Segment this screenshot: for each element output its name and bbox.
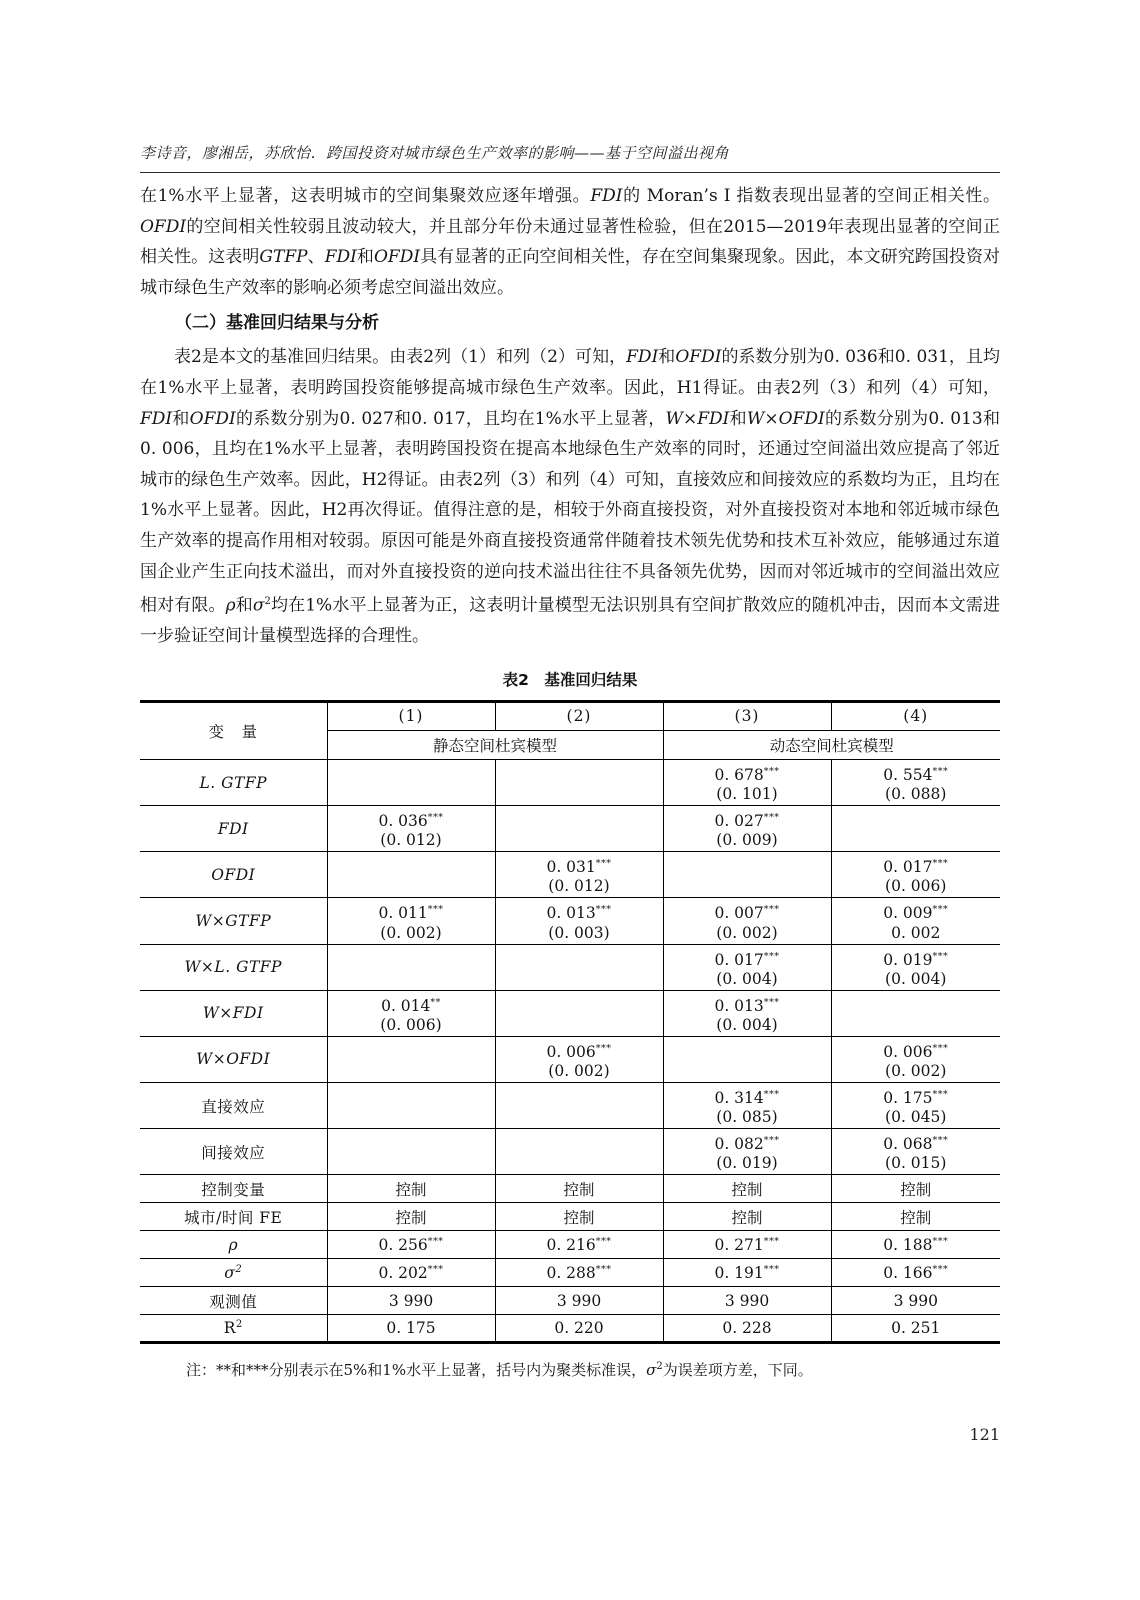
text-run: 的系数分别为0. 036和0. 031，且均在1%水平上显著，表明跨国投资能够提高城市绿色生产效率。因此，H1得证。由表2列（3）和列（4）可知， <box>140 347 1000 398</box>
coefficient-value: 0. 007*** <box>714 904 780 923</box>
table-cell <box>663 806 831 852</box>
page-number <box>140 1425 1000 1444</box>
table-note <box>140 1355 1000 1382</box>
table-cell <box>831 1287 1000 1315</box>
significance-stars: *** <box>595 858 612 870</box>
coefficient-value: 控制 <box>900 1208 932 1227</box>
significance-stars: *** <box>763 1135 780 1147</box>
significance-stars: *** <box>595 1263 612 1275</box>
row-label-superscript: 2 <box>235 1319 243 1331</box>
text-run: 的系数分别为0. 013和0. 006，且均在1%水平上显著，表明跨国投资在提高本地绿色生产效率的同时，还通过空间溢出效应提高了邻近城市的绿色生产效率。因此，H2得证。由表2列（3）和列（4）可知，直接效应和间接效应的系数均为正，且均在1%水平上显著。因此，H2再次得证。值得注意的是，相较于外商直接投资，对外直接投资对本地和邻近城市绿色生产效率的提高作用相对较弱。原因可能是外商直接投资通常伴随着技术领先优势和技术互补效应，能够通过东道国企业产生正向技术溢出，而对外直接投资的逆向技术溢出往往不具备领先优势，因而对邻近城市的空间溢出效应相对有限。 <box>140 408 1000 616</box>
row-label-superscript: 2 <box>235 1263 243 1275</box>
table-cell <box>495 1083 663 1129</box>
text-run: FDI <box>140 408 173 429</box>
standard-error: (0. 004) <box>716 969 778 988</box>
text-run: 具有显著的正向空间相关性，存在空间集聚现象。因此，本文研究跨国投资对城市绿色生产效率的影响必须考虑空间溢出效应。 <box>140 247 1001 298</box>
table-cell <box>327 944 495 990</box>
table-row <box>140 806 1000 852</box>
significance-stars: *** <box>427 812 444 824</box>
standard-error: (0. 002) <box>548 1062 610 1081</box>
text-run: 和 <box>235 595 253 616</box>
row-label: W×L. GTFP <box>140 944 327 990</box>
significance-stars: *** <box>763 1263 780 1275</box>
table-cell <box>495 1259 663 1287</box>
table-cell <box>327 1315 495 1343</box>
coefficient-value: 0. 014** <box>381 996 441 1015</box>
coefficient-value: 0. 068*** <box>883 1135 949 1154</box>
standard-error: (0. 006) <box>885 877 947 896</box>
table-cell <box>831 1083 1000 1129</box>
coefficient-value: 0. 013*** <box>714 996 780 1015</box>
table-cell <box>663 1203 831 1231</box>
significance-stars: *** <box>427 904 444 916</box>
standard-error: (0. 004) <box>885 969 947 988</box>
table-cell <box>831 898 1000 944</box>
significance-stars: *** <box>932 1235 949 1247</box>
text-run: OFDI <box>189 408 236 429</box>
text-run: FDI <box>626 347 659 368</box>
table-cell <box>495 806 663 852</box>
table-row <box>140 1203 1000 1231</box>
table-cell <box>663 1231 831 1259</box>
coefficient-value: 0. 216*** <box>546 1235 612 1254</box>
standard-error: (0. 012) <box>548 877 610 896</box>
coefficient-value: 控制 <box>731 1208 763 1227</box>
standard-error: (0. 101) <box>716 785 778 804</box>
significance-stars: *** <box>763 812 780 824</box>
significance-stars: *** <box>763 950 780 962</box>
column-header-2: (2) <box>495 701 663 730</box>
table-cell <box>831 759 1000 805</box>
page-number-text: 121 <box>969 1425 1000 1444</box>
table-cell <box>327 852 495 898</box>
standard-error: (0. 006) <box>380 1015 442 1034</box>
text-run: 和 <box>729 408 747 429</box>
coefficient-value: 0. 251 <box>891 1319 941 1338</box>
table-cell <box>663 759 831 805</box>
row-label: 观测值 <box>140 1287 327 1315</box>
row-label: FDI <box>140 806 327 852</box>
text-run: OFDI <box>140 216 187 237</box>
row-label: 控制变量 <box>140 1175 327 1203</box>
row-label: $\sigma^2$ <box>140 1259 327 1287</box>
table-cell <box>663 944 831 990</box>
variable-header-cell: 变 量 <box>140 701 327 759</box>
page-content <box>140 181 1000 1382</box>
table-row <box>140 1287 1000 1315</box>
table-row <box>140 852 1000 898</box>
table-cell <box>495 1036 663 1082</box>
row-label: W×FDI <box>140 990 327 1036</box>
table-cell <box>831 944 1000 990</box>
table-cell <box>495 1287 663 1315</box>
running-header <box>140 142 1000 173</box>
text-run: 均在1%水平上显著为正，这表明计量模型无法识别具有空间扩散效应的随机冲击，因而本文需进一步验证空间计量模型选择的合理性。 <box>140 595 1001 647</box>
significance-stars: *** <box>427 1235 444 1247</box>
coefficient-value: 0. 678*** <box>714 765 780 785</box>
table-row <box>140 1175 1000 1203</box>
text-run: σ <box>646 1361 657 1380</box>
coefficient-value: 0. 191*** <box>714 1263 780 1282</box>
table-cell <box>831 1175 1000 1203</box>
coefficient-value: 0. 256*** <box>378 1235 444 1254</box>
table-cell <box>327 1129 495 1175</box>
table-cell <box>663 898 831 944</box>
running-header-text: 李诗音，廖湘岳，苏欣怡．跨国投资对城市绿色生产效率的影响——基于空间溢出视角 <box>140 144 730 162</box>
column-header-3: (3) <box>663 701 831 730</box>
table-cell <box>327 806 495 852</box>
significance-stars: *** <box>763 1089 780 1101</box>
text-run: 2 <box>264 596 271 608</box>
coefficient-value: 0. 175 <box>386 1319 436 1338</box>
table-cell <box>663 1129 831 1175</box>
coefficient-value: 控制 <box>731 1180 763 1199</box>
significance-stars: ** <box>430 996 441 1008</box>
table-cell <box>327 1083 495 1129</box>
coefficient-value: 0. 288*** <box>546 1263 612 1282</box>
text-run: 为误差项方差，下同。 <box>662 1361 813 1380</box>
standard-error: (0. 015) <box>885 1154 947 1173</box>
table-cell <box>831 1203 1000 1231</box>
standard-error: (0. 003) <box>548 923 610 942</box>
table-cell <box>831 990 1000 1036</box>
text-run: 注：**和***分别表示在5%和1%水平上显著，括号内为聚类标准误， <box>186 1361 647 1380</box>
significance-stars: *** <box>932 1135 949 1147</box>
significance-stars: *** <box>932 1042 949 1054</box>
text-run: OFDI <box>778 408 825 429</box>
coefficient-value: 0. 082*** <box>714 1135 780 1154</box>
significance-stars: *** <box>932 950 949 962</box>
standard-error: (0. 045) <box>885 1108 947 1127</box>
coefficient-value: 0. 314*** <box>714 1089 780 1108</box>
row-label: $R^2$ <box>140 1315 327 1343</box>
text-run: GTFP <box>259 247 308 268</box>
table-cell <box>495 1203 663 1231</box>
row-label: ρ <box>140 1231 327 1259</box>
table-cell <box>663 1083 831 1129</box>
table-cell <box>663 852 831 898</box>
table-cell <box>495 1231 663 1259</box>
coefficient-value: 控制 <box>563 1180 595 1199</box>
significance-stars: *** <box>932 858 949 870</box>
row-label: W×GTFP <box>140 898 327 944</box>
table-row <box>140 759 1000 805</box>
table-caption: 表2 基准回归结果 <box>502 670 638 689</box>
coefficient-value: 0. 011*** <box>378 904 444 923</box>
coefficient-value: 0. 554*** <box>883 765 949 785</box>
table-cell <box>327 1175 495 1203</box>
coefficient-value: 0. 220 <box>554 1319 604 1338</box>
table-row <box>140 1315 1000 1343</box>
standard-error: (0. 012) <box>380 831 442 850</box>
column-header-4: (4) <box>831 701 1000 730</box>
text-run: 的系数分别为0. 027和0. 017，且均在1%水平上显著， <box>235 408 666 429</box>
significance-stars: *** <box>932 765 949 777</box>
coefficient-value: 3 990 <box>388 1291 434 1310</box>
text-run: 、 <box>307 247 325 268</box>
coefficient-value: 0. 017*** <box>883 858 949 877</box>
significance-stars: *** <box>763 996 780 1008</box>
table-cell <box>495 898 663 944</box>
table-row <box>140 1129 1000 1175</box>
table-row <box>140 1259 1000 1287</box>
text-run: 和 <box>172 408 190 429</box>
table-cell <box>831 1231 1000 1259</box>
text-run: W <box>665 408 683 429</box>
standard-error: (0. 004) <box>716 1015 778 1034</box>
significance-stars: *** <box>595 1042 612 1054</box>
table-cell <box>663 1287 831 1315</box>
table-cell <box>663 1315 831 1343</box>
text-run: 和 <box>658 347 676 368</box>
coefficient-value: 3 990 <box>724 1291 770 1310</box>
table-cell <box>327 1287 495 1315</box>
coefficient-value: 0. 031*** <box>546 858 612 877</box>
group-header-static: 静态空间杜宾模型 <box>327 730 663 759</box>
table-header-row-1 <box>140 701 1000 730</box>
text-run: ρ <box>225 595 236 616</box>
row-label: 直接效应 <box>140 1083 327 1129</box>
table-cell <box>663 1036 831 1082</box>
table-cell <box>663 990 831 1036</box>
table-cell <box>327 1203 495 1231</box>
standard-error: (0. 019) <box>716 1154 778 1173</box>
significance-stars: *** <box>932 904 949 916</box>
significance-stars: *** <box>932 1263 949 1275</box>
significance-stars: *** <box>763 765 780 777</box>
table-cell <box>831 1315 1000 1343</box>
table-cell <box>495 759 663 805</box>
text-run: OFDI <box>373 247 421 268</box>
table-cell <box>327 898 495 944</box>
table-cell <box>495 852 663 898</box>
table-cell <box>495 1175 663 1203</box>
standard-error: (0. 085) <box>716 1108 778 1127</box>
row-label: OFDI <box>140 852 327 898</box>
coefficient-value: 0. 019*** <box>883 950 949 969</box>
standard-error: (0. 002) <box>885 1062 947 1081</box>
coefficient-value: 3 990 <box>893 1291 938 1310</box>
text-run: σ <box>252 595 265 616</box>
text-run: OFDI <box>675 347 722 368</box>
table-cell <box>831 1036 1000 1082</box>
significance-stars: *** <box>932 1089 949 1101</box>
regression-table-body <box>140 759 1000 1342</box>
regression-table <box>140 700 1000 1344</box>
coefficient-value: 控制 <box>395 1208 427 1227</box>
coefficient-value: 0. 202*** <box>378 1263 444 1282</box>
table-cell <box>327 759 495 805</box>
coefficient-value: 0. 188*** <box>883 1235 949 1254</box>
text-run: FDI <box>590 186 623 206</box>
table-row <box>140 898 1000 944</box>
coefficient-value: 0. 006*** <box>546 1042 612 1062</box>
group-header-dynamic: 动态空间杜宾模型 <box>663 730 1000 759</box>
coefficient-value: 0. 175*** <box>883 1089 949 1108</box>
table-cell <box>327 1231 495 1259</box>
text-run: 的 Moran’s I 指数表现出显著的空间正相关性。 <box>622 186 1001 206</box>
text-run: FDI <box>324 247 357 268</box>
coefficient-value: 0. 017*** <box>714 950 780 969</box>
table-row <box>140 1036 1000 1082</box>
table-cell <box>831 1259 1000 1287</box>
table-cell <box>663 1175 831 1203</box>
standard-error: (0. 002) <box>380 923 442 942</box>
text-run: × <box>764 408 779 429</box>
table-cell <box>831 806 1000 852</box>
table-cell <box>327 990 495 1036</box>
section-heading: （二）基准回归结果与分析 <box>175 313 379 334</box>
significance-stars: *** <box>763 1235 780 1247</box>
coefficient-value: 控制 <box>395 1180 427 1199</box>
coefficient-value: 0. 036*** <box>378 812 444 831</box>
table-cell <box>831 1129 1000 1175</box>
coefficient-value: 0. 006*** <box>883 1042 949 1062</box>
table-row <box>140 1231 1000 1259</box>
coefficient-value: 3 990 <box>556 1291 602 1310</box>
table-cell <box>495 1129 663 1175</box>
coefficient-value: 控制 <box>900 1180 932 1199</box>
coefficient-value: 0. 271*** <box>714 1235 780 1254</box>
table-cell <box>495 990 663 1036</box>
table-cell <box>327 1036 495 1082</box>
table-cell <box>495 1315 663 1343</box>
row-label: W×OFDI <box>140 1036 327 1082</box>
table-row <box>140 990 1000 1036</box>
row-label: 城市/时间 FE <box>140 1203 327 1231</box>
standard-error: 0. 002 <box>891 923 941 942</box>
text-run: 和 <box>356 247 374 268</box>
text-run: 2 <box>656 1361 663 1373</box>
row-label: L. GTFP <box>140 759 327 805</box>
paragraph-1 <box>140 181 1000 303</box>
standard-error: (0. 002) <box>716 923 778 942</box>
table-row <box>140 1083 1000 1129</box>
row-label: 间接效应 <box>140 1129 327 1175</box>
table-cell <box>495 944 663 990</box>
text-run: W <box>746 408 765 429</box>
significance-stars: *** <box>595 1235 612 1247</box>
coefficient-value: 0. 013*** <box>546 904 612 923</box>
significance-stars: *** <box>427 1263 444 1275</box>
table-row <box>140 944 1000 990</box>
standard-error: (0. 009) <box>716 831 778 850</box>
text-run: 表2是本文的基准回归结果。由表2列（1）和列（2）可知， <box>174 347 627 368</box>
significance-stars: *** <box>763 904 780 916</box>
coefficient-value: 0. 228 <box>722 1319 772 1338</box>
table-cell <box>663 1259 831 1287</box>
text-run: FDI <box>697 408 730 429</box>
column-header-1: (1) <box>327 701 495 730</box>
standard-error: (0. 088) <box>885 785 947 804</box>
coefficient-value: 0. 009*** <box>883 904 949 923</box>
text-run: × <box>683 408 698 429</box>
text-run: 在1%水平上显著，这表明城市的空间集聚效应逐年增强。 <box>140 186 591 206</box>
coefficient-value: 控制 <box>563 1208 595 1227</box>
significance-stars: *** <box>595 904 612 916</box>
coefficient-value: 0. 166*** <box>883 1263 949 1282</box>
coefficient-value: 0. 027*** <box>714 812 780 831</box>
table-cell <box>831 852 1000 898</box>
text-run: 的空间相关性较弱且波动较大，并且部分年份未通过显著性检验，但在2015—2019年表现出显著的空间正相关性。这表明 <box>140 216 1000 268</box>
paragraph-2 <box>140 342 1000 652</box>
table-cell <box>327 1259 495 1287</box>
